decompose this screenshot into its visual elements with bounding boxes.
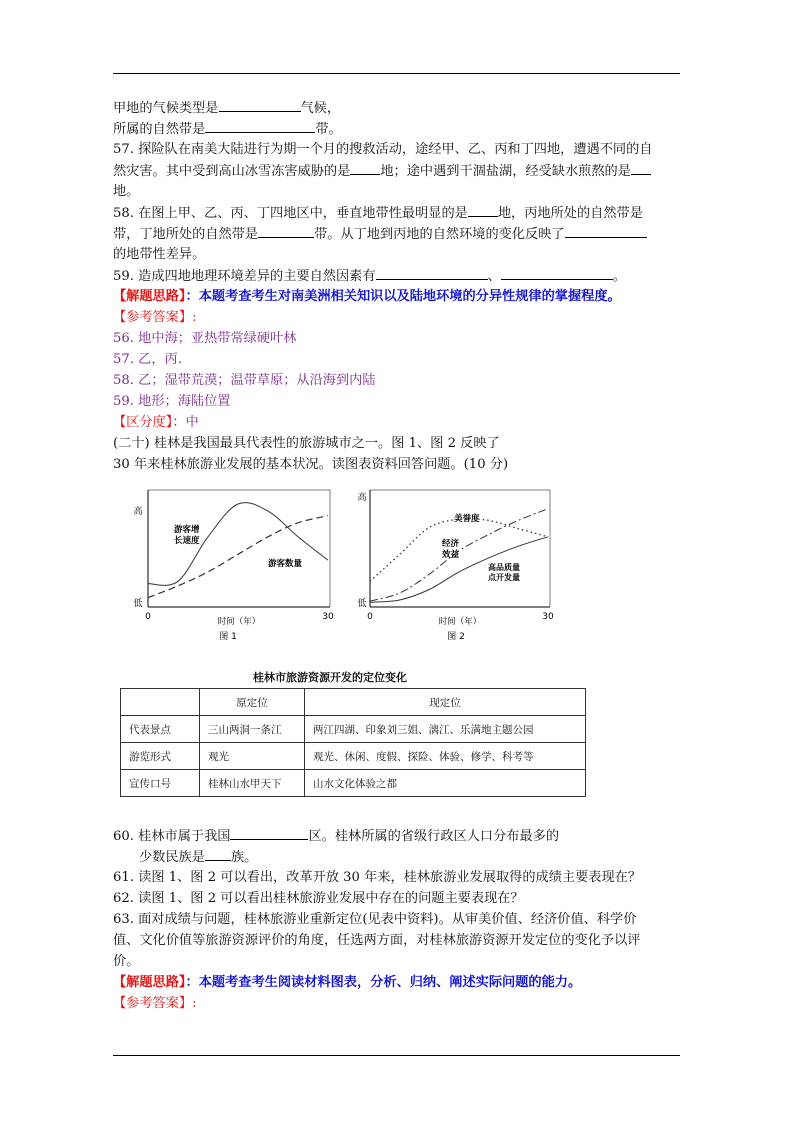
answer-blank[interactable] — [631, 161, 651, 175]
figure-1-chart — [118, 482, 338, 650]
table-header-cell: 现定位 — [305, 689, 586, 716]
answer-58: 58. 乙；湿带荒漠；温带草原；从沿海到内陆 — [113, 373, 376, 388]
fig2-high-label: 高 — [357, 493, 367, 503]
table-title: 桂林市旅游资源开发的定位变化 — [253, 671, 407, 684]
q58-line1: 58. 在图上甲、乙、丙、丁四地区中，垂直地带性最明显的是 地，丙地所处的自然带是 — [113, 203, 643, 224]
fig2-x30: 30 — [542, 612, 554, 622]
q20-intro-2: 30 年来桂林旅游业发展的基本状况。读图表资料回答问题。(10 分) — [113, 457, 509, 472]
q62: 62. 读图 1、图 2 可以看出桂林旅游业发展中存在的问题主要表现在？ — [113, 891, 524, 906]
fig1-caption: 图 1 — [219, 632, 237, 642]
hint-2: 【解题思路】：本题考查考生阅读材料图表，分析、归纳、阐述实际问题的能力。 — [113, 975, 582, 990]
table-cell: 宣传口号 — [121, 770, 200, 797]
q59-line: 59. 造成四地地理环境差异的主要自然因素有 、 。 — [113, 266, 626, 287]
q58-line3: 的地带性差异。 — [113, 247, 206, 262]
answer-blank[interactable] — [205, 847, 231, 861]
fig2-label-economic-1: 经济 — [442, 539, 460, 549]
answer-heading-2: 【参考答案】: — [113, 996, 197, 1011]
table-cell: 两江四湖、印象刘三姐、漓江、乐满地主题公园 — [305, 716, 586, 743]
fig1-low-label: 低 — [133, 599, 143, 609]
q57-line2: 然灾害。其中受到高山冰雪冻害威胁的是 地；途中遇到干涸盐湖，经受缺水煎熬的是 — [113, 161, 651, 182]
answer-59: 59. 地形；海陆位置 — [113, 394, 231, 409]
q56-climate-line: 甲地的气候类型是 气候， — [113, 98, 340, 119]
fig1-high-label: 高 — [133, 507, 143, 517]
fig2-low-label: 低 — [357, 599, 367, 609]
answer-57: 57. 乙，丙. — [113, 352, 182, 367]
fig1-label-count: 游客数量 — [268, 559, 303, 569]
q63-line3: 价。 — [113, 954, 140, 969]
fig2-caption: 图 2 — [447, 632, 465, 642]
fig1-label-rate-1: 游客增 — [174, 525, 200, 535]
fig2-label-products-1: 高品质量 — [488, 563, 520, 572]
q57-line3: 地。 — [113, 184, 140, 199]
footer-rule — [113, 1055, 680, 1056]
table-row — [121, 770, 586, 797]
q60-line2: 少数民族是 族。 — [139, 847, 257, 868]
answer-blank[interactable] — [219, 98, 301, 112]
fig1-label-rate-2: 长速度 — [174, 536, 200, 546]
q61: 61. 读图 1、图 2 可以看出，改革开放 30 年来，桂林旅游业发展取得的成绩主要表现在？ — [113, 870, 642, 885]
table-cell: 桂林山水甲天下 — [200, 770, 305, 797]
table-cell: 游览形式 — [121, 743, 200, 770]
table-cell: 代表景点 — [121, 716, 200, 743]
positioning-table — [120, 688, 586, 797]
table-row — [121, 716, 586, 743]
fig2-label-products-2: 点开发量 — [488, 573, 520, 582]
answer-blank[interactable] — [501, 266, 613, 280]
answer-56: 56. 地中海；亚热带常绿硬叶林 — [113, 331, 297, 346]
fig1-x-axis-label: 时间（年） — [217, 617, 261, 627]
table-header-row — [121, 689, 586, 716]
header-rule — [113, 73, 680, 74]
answer-blank[interactable] — [230, 826, 308, 840]
table-row — [121, 743, 586, 770]
answer-blank[interactable] — [468, 203, 498, 217]
q20-intro-1: (二十) 桂林是我国最具代表性的旅游城市之一。图 1、图 2 反映了 — [113, 436, 500, 451]
fig2-label-reputation: 美誉度 — [454, 514, 480, 524]
table-header-cell — [121, 689, 200, 716]
hint-1: 【解题思路】：本题考查考生对南美洲相关知识以及陆地环境的分异性规律的掌握程度。 — [113, 289, 621, 304]
figure-2-chart — [350, 482, 565, 650]
table-header-cell: 原定位 — [200, 689, 305, 716]
difficulty: 【区分度】：中 — [113, 415, 199, 430]
table-cell: 山水文化体验之都 — [305, 770, 586, 797]
table-cell: 三山两洞一条江 — [200, 716, 305, 743]
answer-blank[interactable] — [205, 119, 315, 133]
fig1-x0: 0 — [145, 612, 151, 622]
answer-blank[interactable] — [350, 161, 380, 175]
answer-blank[interactable] — [376, 266, 488, 280]
answer-blank[interactable] — [258, 224, 314, 238]
fig2-x0: 0 — [367, 612, 373, 622]
answer-heading-1: 【参考答案】: — [113, 310, 197, 325]
table-cell: 观光 — [200, 743, 305, 770]
fig2-label-economic-2: 效益 — [442, 550, 460, 560]
q57-line1: 57. 探险队在南美大陆进行为期一个月的搜救活动，途经甲、乙、丙和丁四地，遭遇不同的自 — [113, 142, 653, 157]
q60-line1: 60. 桂林市属于我国 区。桂林所属的省级行政区人口分布最多的 — [113, 826, 559, 847]
answer-blank[interactable] — [565, 224, 647, 238]
fig2-x-axis-label: 时间（年） — [438, 617, 482, 627]
q56-zone-line: 所属的自然带是 带。 — [113, 119, 342, 140]
fig1-x30: 30 — [322, 612, 334, 622]
q63-line2: 值、文化价值等旅游资源评价的角度，任选两方面，对桂林旅游资源开发定位的变化予以评 — [113, 933, 641, 948]
q58-line2: 带，丁地所处的自然带是 带。从丁地到丙地的自然环境的变化反映了 — [113, 224, 647, 245]
table-cell: 观光、休闲、度假、探险、体验、修学、科考等 — [305, 743, 586, 770]
q63-line1: 63. 面对成绩与问题，桂林旅游业重新定位(见表中资料)。从审美价值、经济价值、科学价 — [113, 912, 637, 927]
